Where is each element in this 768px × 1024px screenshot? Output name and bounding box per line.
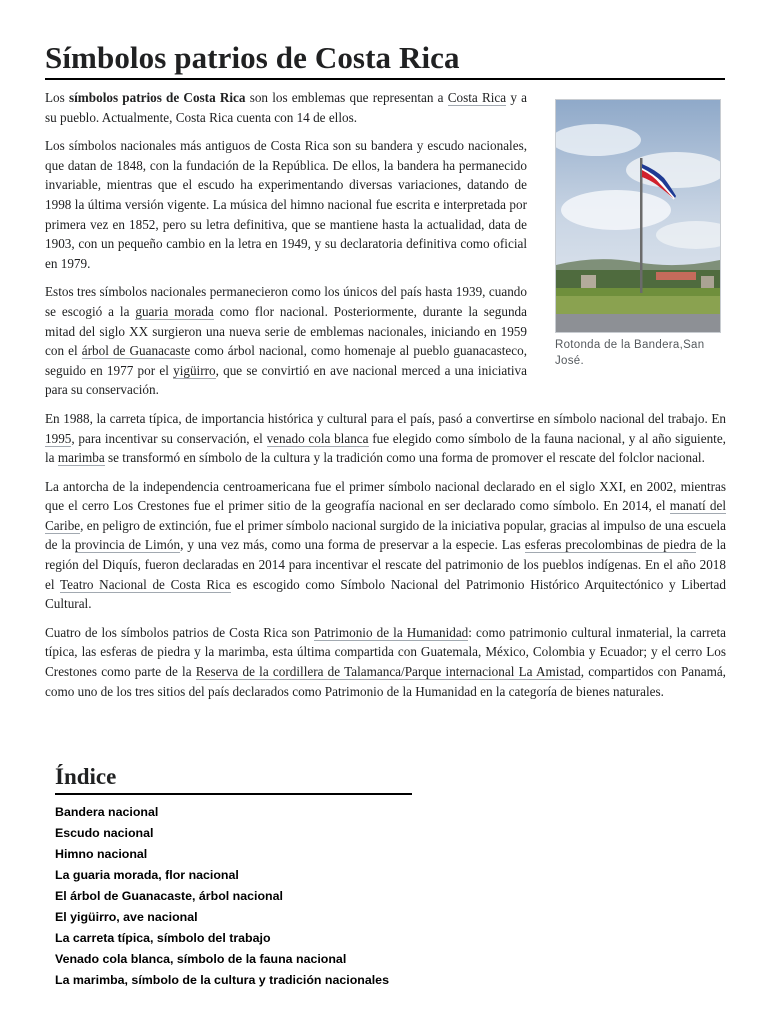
text-span: Cuatro de los símbolos patrios de Costa Rica son	[45, 624, 314, 640]
link-yiguirro[interactable]: yigüirro	[173, 362, 216, 378]
flag-roundabout-photo[interactable]	[555, 99, 721, 333]
toc-list	[55, 802, 412, 991]
text-span: de la región del Diquís, fueron declaradas en 2014 para incentivar el rescate del patrimonio de los pueblos indígenas. En el año 2018 el	[45, 537, 726, 592]
toc-item[interactable]: Escudo nacional	[55, 826, 154, 840]
toc-item[interactable]: La carreta típica, símbolo del trabajo	[55, 931, 271, 945]
text-span: , compartidos con Panamá, como uno de los tres sitios del país declarados como Patrimonio de la Humanidad en la categoría de bienes naturales.	[45, 664, 726, 699]
text-span: , para incentivar su conservación, el	[71, 430, 267, 446]
table-of-contents	[55, 762, 412, 991]
toc-item[interactable]: El árbol de Guanacaste, árbol nacional	[55, 889, 283, 903]
link-costa-rica[interactable]: Costa Rica	[447, 90, 507, 105]
text-span: En 1988, la carreta típica, de importancia histórica y cultural para el país, pasó a convertirse en símbolo nacional del trabajo. En	[45, 410, 726, 426]
link-marimba[interactable]: marimba	[57, 450, 105, 466]
link-reserva[interactable]: Reserva de la cordillera de Talamanca/Parque internacional La Amistad	[195, 664, 581, 680]
bold-term: símbolos patrios de Costa Rica	[68, 90, 246, 105]
link-venado[interactable]: venado cola blanca	[266, 430, 369, 446]
text-span: como flor nacional. Posteriormente, durante la segunda mitad del siglo XX surgieron una nueva serie de emblemas nacionales, iniciando en 1959 con el	[45, 303, 527, 359]
link-1995[interactable]: 1995	[45, 430, 72, 446]
toc-item[interactable]: Bandera nacional	[55, 805, 159, 819]
link-esferas[interactable]: esferas precolombinas de piedra	[524, 537, 697, 553]
link-guaria-morada[interactable]: guaria morada	[135, 303, 214, 319]
toc-item[interactable]: Himno nacional	[55, 847, 148, 861]
intro-paragraph	[45, 88, 527, 127]
text-span: Estos tres símbolos nacionales permanecieron como los únicos del país hasta 1939, cuando se escogió a la	[45, 284, 527, 319]
link-patrimonio[interactable]: Patrimonio de la Humanidad	[313, 624, 469, 640]
paragraph-3	[45, 282, 527, 400]
toc-item[interactable]: El yigüirro, ave nacional	[55, 910, 198, 924]
paragraph-6	[45, 623, 726, 701]
toc-item[interactable]: La guaria morada, flor nacional	[55, 868, 239, 882]
text-span: Los	[45, 90, 69, 105]
link-manati[interactable]: manatí del Caribe	[45, 498, 727, 533]
text-span: se transformó en símbolo de la cultura y la tradición como una forma de promover el rescate del folclor nacional.	[104, 450, 705, 466]
text-span: y a su pueblo. Actualmente, Costa Rica cuenta con 14 de ellos.	[45, 90, 527, 125]
paragraph-5	[45, 477, 726, 614]
toc-heading: Índice	[55, 762, 412, 795]
text-span: son los emblemas que representan a	[245, 90, 448, 105]
text-span: es escogido como Símbolo Nacional del Patrimonio Histórico Arquitectónico y Libertad Cultural.	[45, 576, 726, 612]
link-teatro[interactable]: Teatro Nacional de Costa Rica	[59, 576, 231, 592]
text-span: , y una vez más, como una forma de preservar a la especie. Las	[180, 537, 525, 553]
paragraph-2: Los símbolos nacionales más antiguos de Costa Rica son su bandera y escudo nacionales, que datan de 1848, con la fundación de la República. De ellos, la bandera ha permanecido invariable, mientras que el escudo ha experimentando diversas variaciones, datando de 1998 la última versión vigente. La música del himno nacional fue escrita e interpretada por primera vez en 1852, pero su letra definitiva, que se mantiene hasta la actualidad, data de 1903, con un pequeño cambio en la letra en 1949, y su declaratoria definitiva como oficial en 1979.	[45, 138, 527, 271]
text-span: : como patrimonio cultural inmaterial, la carreta típica, las esferas de piedra y la marimba, esta última compartida con Guatemala, México, Colombia y Ecuador; y el cerro Los Crestones como parte de la	[45, 624, 726, 680]
figure-caption: Rotonda de la Bandera,San José.	[555, 339, 705, 367]
toc-item[interactable]: La marimba, símbolo de la cultura y tradición nacionales	[55, 973, 389, 987]
text-span: fue elegido como símbolo de la fauna nacional, y al año siguiente, la	[45, 430, 726, 466]
text-span: , que se convirtió en ave nacional merced a una iniciativa para su conservación.	[45, 362, 527, 398]
paragraph-4	[45, 409, 726, 468]
link-limon[interactable]: provincia de Limón	[74, 537, 181, 553]
toc-item[interactable]: Venado cola blanca, símbolo de la fauna nacional	[55, 952, 347, 966]
figure-flag	[555, 99, 721, 369]
link-arbol-guanacaste[interactable]: árbol de Guanacaste	[81, 343, 191, 359]
page-title: Símbolos patrios de Costa Rica	[45, 38, 725, 80]
text-span: , en peligro de extinción, fue el primer símbolo nacional surgido de la iniciativa popular, gracias al impulso de una escuela de la	[45, 517, 726, 553]
text-span: La antorcha de la independencia centroamericana fue el primer símbolo nacional declarado en el siglo XXI, en 2002, mientras que el cerro Los Crestones fue el primer sitio de la geografía nacional en ser declarado como símbolo. En 2014, el	[45, 478, 726, 514]
text-span: como árbol nacional, como homenaje al pueblo guanacasteco, seguido en 1977 por el	[45, 343, 527, 378]
